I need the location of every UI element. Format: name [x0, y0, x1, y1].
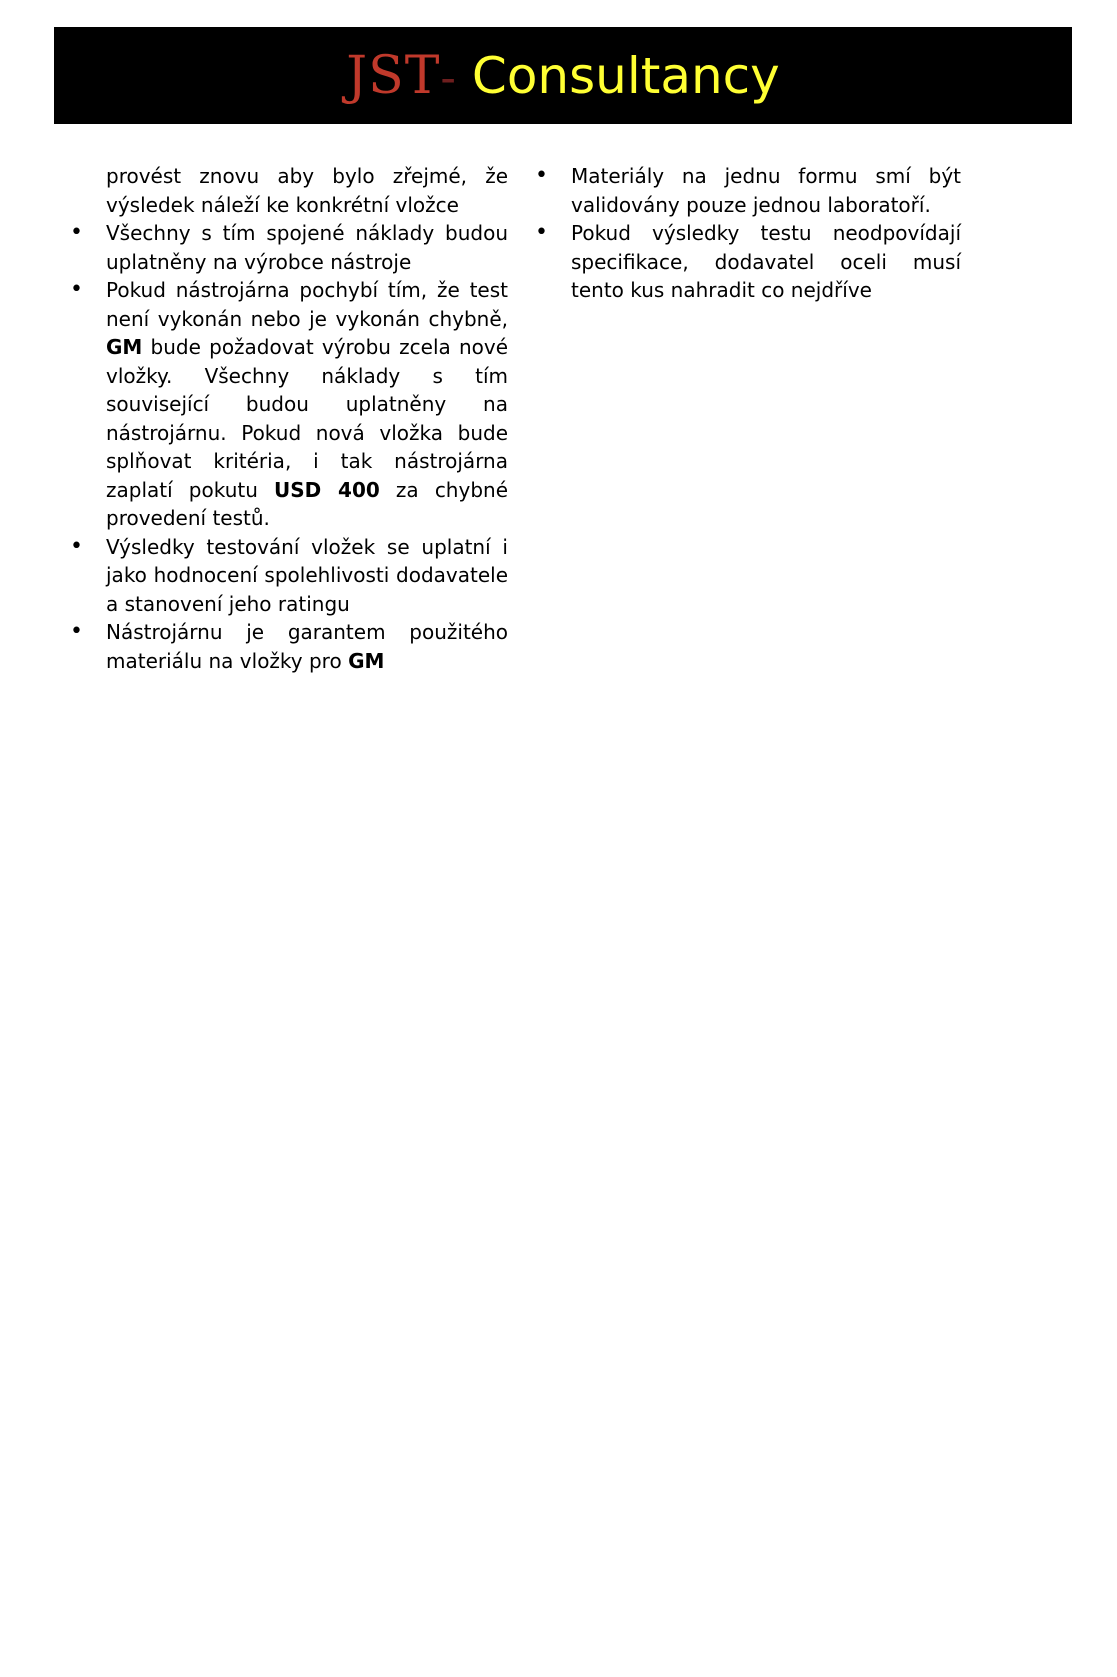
gm-bold: GM: [348, 648, 385, 673]
item-doubt-text: • Pokud nástrojárna pochybí tím, že test není vykonán nebo je vykonán chybně, GM bude požadovat výrobu zcela nové vložky. Všechny náklady s tím související budou uplatněny na nástrojárnu. Pokud nová vložka bude splňovat kritéria, i tak nástrojárna zaplatí pokutu USD 400 za chybné provedení testů.: [106, 278, 509, 530]
brand-logo: [346, 46, 780, 106]
list-item: [571, 162, 961, 219]
item-validation-text: • Materiály na jednu formu smí být validovány pouze jednou laboratoří.: [571, 164, 961, 217]
gm-bold: GM: [106, 335, 143, 359]
list-item: [106, 533, 508, 619]
list-item: [571, 219, 961, 305]
penalty-amount: USD 400: [274, 477, 380, 502]
item-results-text: • Výsledky testování vložek se uplatní i jako hodnocení spolehlivosti dodavatele a stanovení jeho ratingu: [106, 534, 508, 616]
list-item-continuation: [106, 162, 508, 219]
list-item: [106, 276, 508, 533]
right-column: [571, 162, 961, 305]
item-costs-text: • Všechny s tím spojené náklady budou uplatněny na výrobce nástroje: [106, 221, 508, 274]
left-column: [106, 162, 508, 675]
header-banner: [54, 27, 1072, 124]
brand-jst: JST: [346, 45, 441, 106]
brand-consultancy: Consultancy: [471, 46, 780, 105]
item-guarantor-text: • Nástrojárnu je garantem použitého materiálu na vložky pro GM: [106, 620, 508, 673]
item-replace-text: • Pokud výsledky testu neodpovídají specifikace, dodavatel oceli musí tento kus nahradit co nejdříve: [571, 221, 961, 302]
list-item: [106, 618, 508, 675]
brand-dash: -: [440, 49, 456, 104]
continuation-text: provést znovu aby bylo zřejmé, že výsledek náleží ke konkrétní vložce: [106, 164, 508, 217]
list-item: [106, 219, 508, 276]
